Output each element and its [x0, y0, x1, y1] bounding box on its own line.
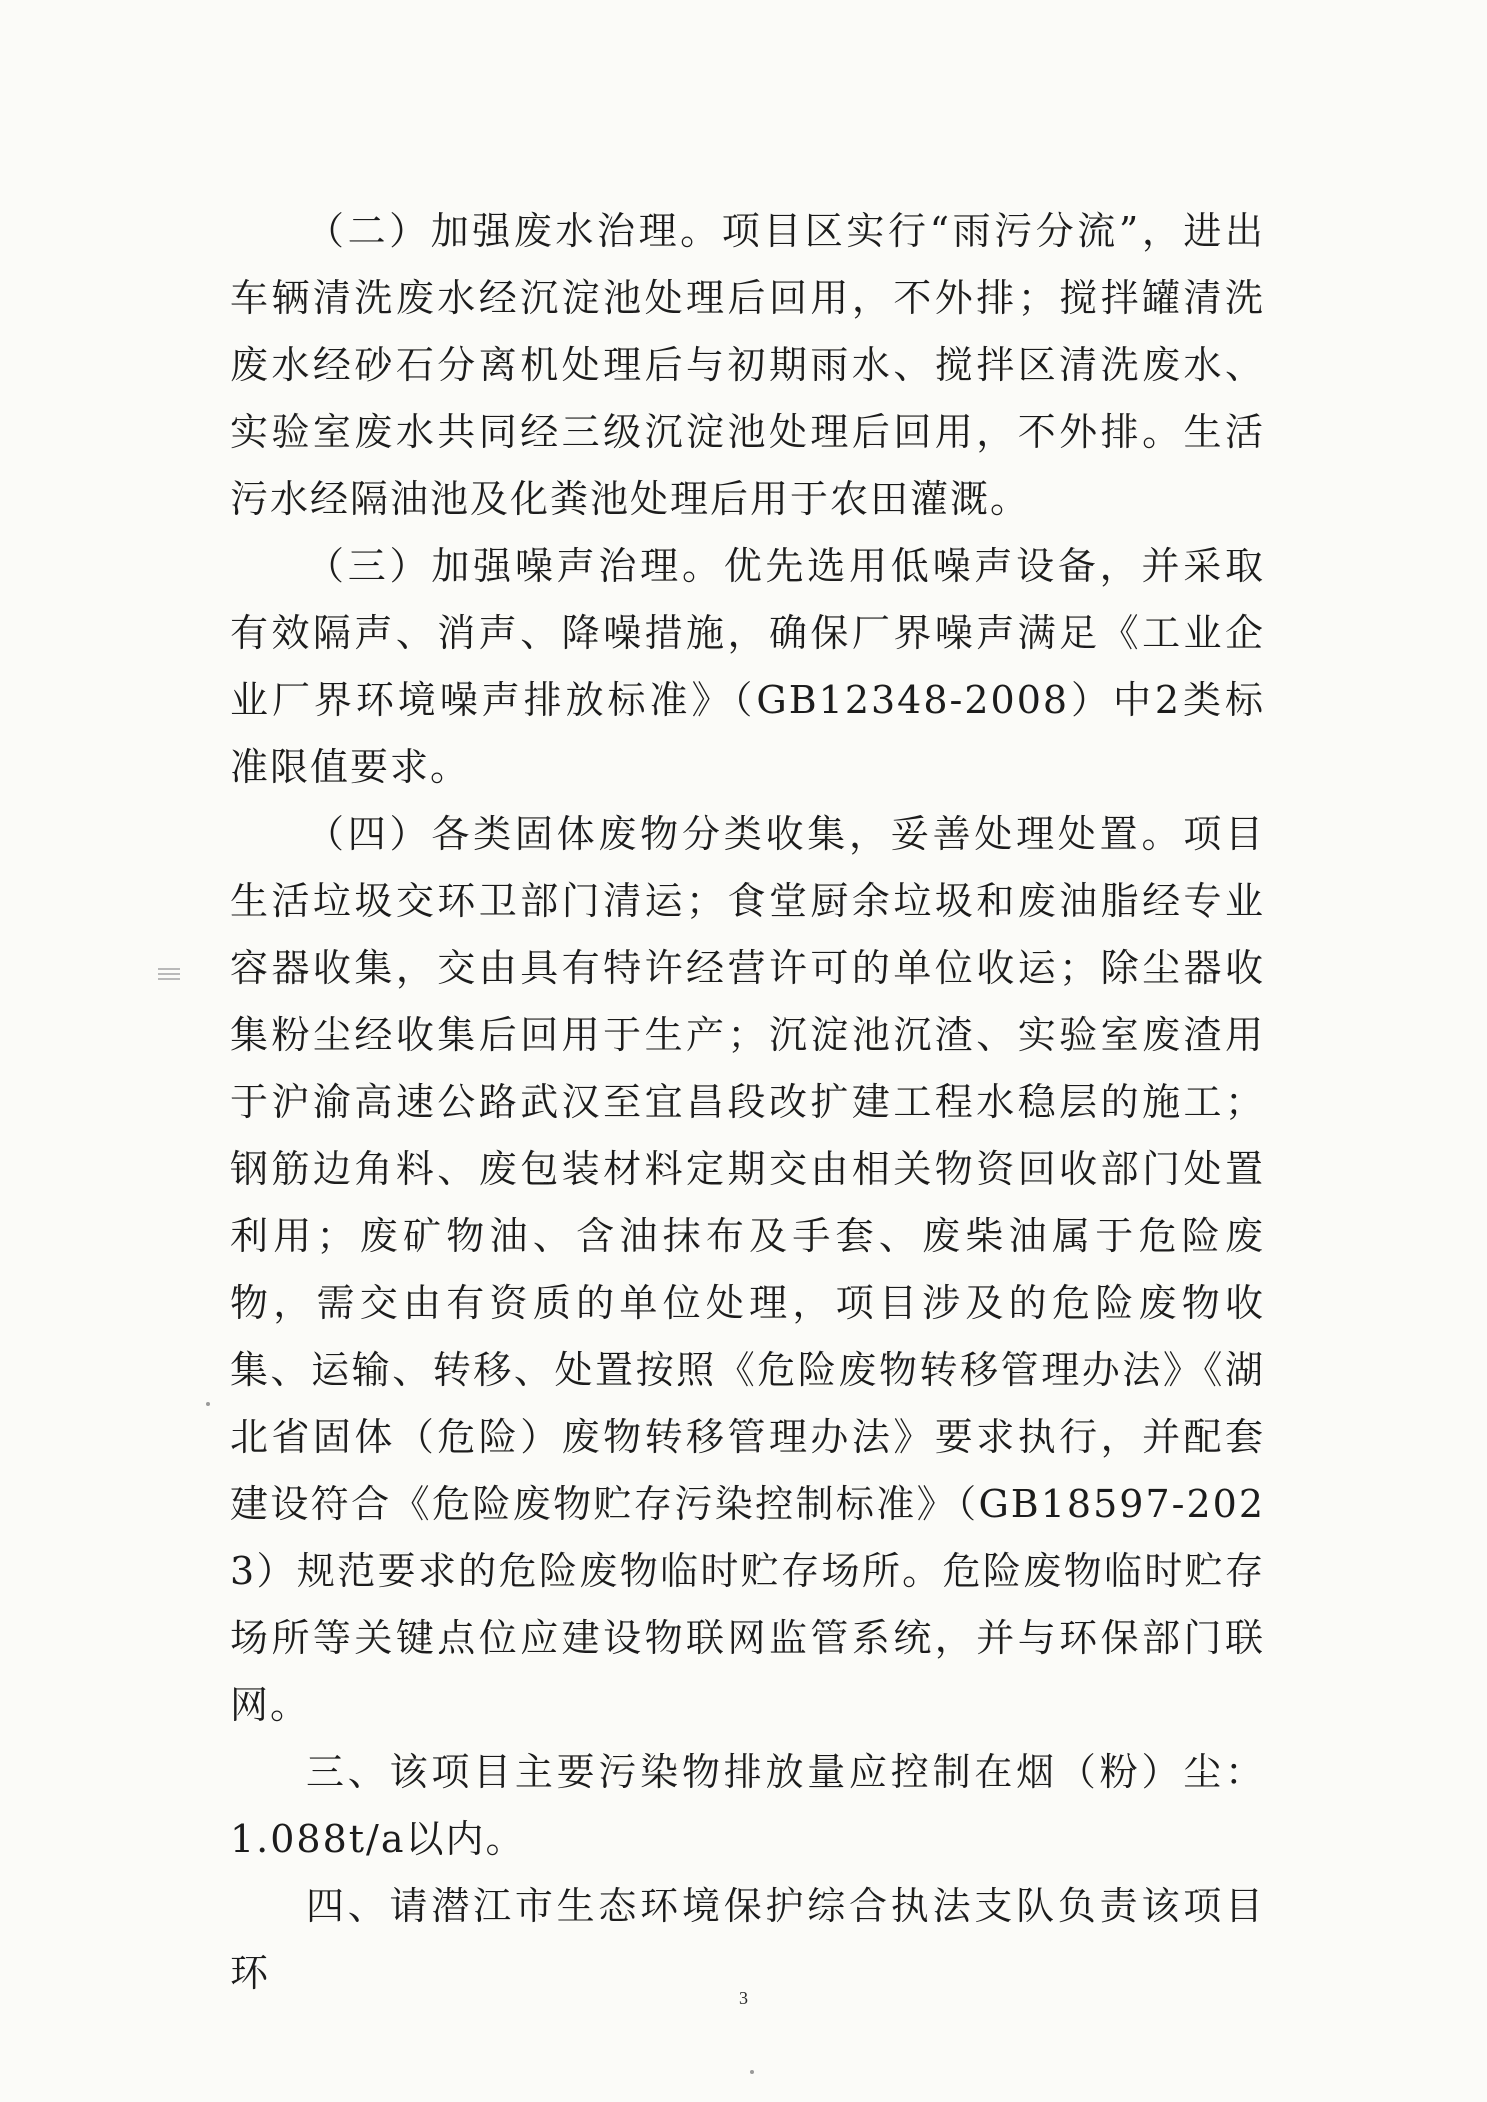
paragraph-wastewater-treatment: （二）加强废水治理。项目区实行“雨污分流”，进出车辆清洗废水经沉淀池处理后回用，不外排；搅拌罐清洗废水经砂石分离机处理后与初期雨水、搅拌区清洗废水、实验室废水共同经三级沉淀池处理后回用，不外排。生活污水经隔油池及化粪池处理后用于农田灌溉。	[230, 209, 1265, 521]
scan-artifact-dot	[206, 1402, 210, 1406]
paragraph-emission-limit: 三、该项目主要污染物排放量应控制在烟（粉）尘：1.088t/a以内。	[230, 1750, 1265, 1861]
paragraph-noise-treatment: （三）加强噪声治理。优先选用低噪声设备，并采取有效隔声、消声、降噪措施，确保厂界噪声满足《工业企业厂界环境噪声排放标准》（GB12348-2008）中2类标准限值要求。	[230, 544, 1265, 789]
scan-artifact-dot	[750, 2070, 754, 2074]
page-number: 3	[739, 1988, 748, 2008]
paragraph-enforcement-supervision: 四、请潜江市生态环境保护综合执法支队负责该项目环	[230, 1884, 1265, 1995]
scan-artifact-mark	[158, 968, 180, 982]
paragraph-solid-waste-disposal: （四）各类固体废物分类收集，妥善处理处置。项目生活垃圾交环卫部门清运；食堂厨余垃圾和废油脂经专业容器收集，交由具有特许经营许可的单位收运；除尘器收集粉尘经收集后回用于生产；沉淀池沉渣、实验室废渣用于沪渝高速公路武汉至宜昌段改扩建工程水稳层的施工；钢筋边角料、废包装材料定期交由相关物资回收部门处置利用；废矿物油、含油抹布及手套、废柴油属于危险废物，需交由有资质的单位处理，项目涉及的危险废物收集、运输、转移、处置按照《危险废物转移管理办法》《湖北省固体（危险）废物转移管理办法》要求执行，并配套建设符合《危险废物贮存污染控制标准》（GB18597-2023）规范要求的危险废物临时贮存场所。危险废物临时贮存场所等关键点位应建设物联网监管系统，并与环保部门联网。	[230, 812, 1265, 1727]
document-body	[230, 198, 1265, 2007]
